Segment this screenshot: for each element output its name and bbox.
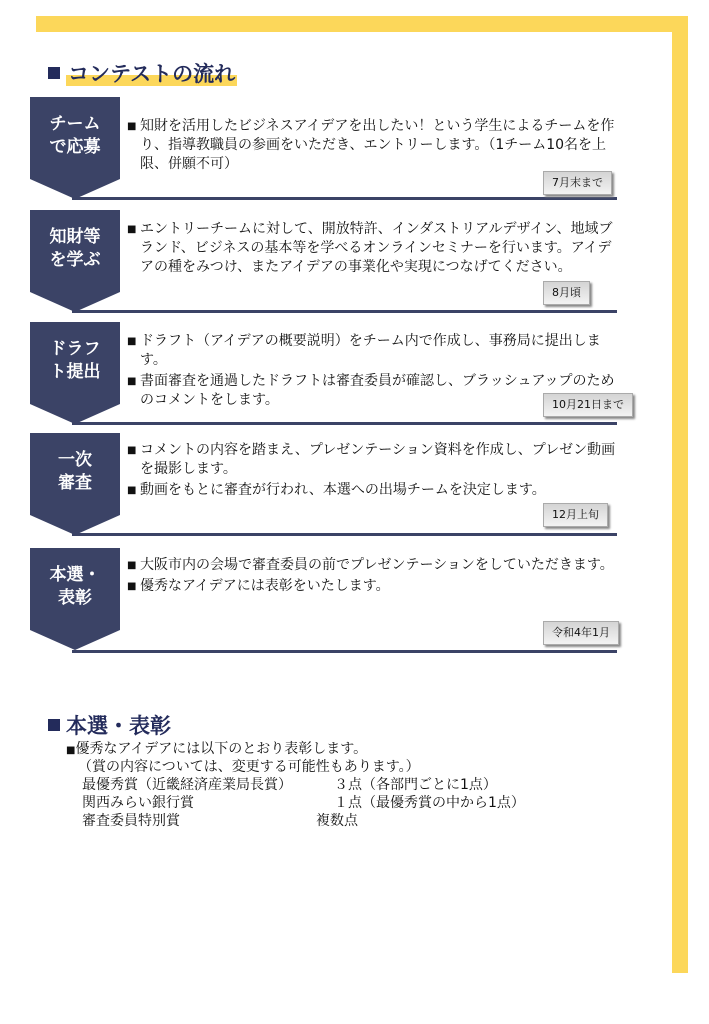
step-underline	[72, 422, 617, 425]
step-chevron	[30, 433, 120, 535]
award-row: 審査委員特別賞 複数点	[82, 813, 358, 829]
award-list	[66, 740, 525, 830]
step-final	[30, 548, 640, 656]
list-item: ■ エントリーチームに対して、開放特許、インダストリアルデザイン、地域ブランド、ビジネスの基本等を学べるオンラインセミナーを行います。アイデアの種をみつけ、またアイデアの事業化や実現につなげてください。	[127, 221, 613, 275]
step-label: 一次 審査	[58, 450, 92, 493]
step-underline	[72, 197, 617, 200]
award-intro: ■優秀なアイデアには以下のとおり表彰します。	[66, 741, 368, 757]
step-chevron	[30, 548, 120, 650]
step-label: 本選・ 表彰	[49, 565, 101, 608]
step-body	[127, 220, 617, 279]
step-first-review	[30, 433, 640, 538]
step-chevron	[30, 322, 120, 424]
list-item: ■ コメントの内容を踏まえ、プレゼンテーション資料を作成し、プレゼン動画を撮影します。	[127, 442, 616, 477]
deadline-badge: 7月末まで	[543, 171, 612, 195]
square-bullet-icon: ■	[127, 485, 137, 496]
step-label: チーム で応募	[49, 114, 101, 157]
award-section-heading	[48, 710, 171, 740]
list-item: ■ 優秀なアイデアには表彰をいたします。	[127, 578, 390, 594]
deadline-badge: 8月頃	[543, 281, 590, 305]
step-label: ドラフ ト提出	[49, 339, 101, 382]
square-bullet-icon: ■	[127, 336, 137, 347]
step-learn	[30, 210, 640, 315]
list-item: ■ 書面審査を通過したドラフトは審査委員が確認し、ブラッシュアップのためのコメントをします。	[127, 373, 615, 408]
award-row: 関西みらい銀行賞 １点（最優秀賞の中から1点）	[82, 795, 525, 811]
square-bullet-icon	[48, 67, 60, 79]
square-bullet-icon	[48, 719, 60, 731]
flow-section-title: コンテストの流れ	[68, 62, 236, 86]
square-bullet-icon: ■	[127, 376, 137, 387]
list-item: ■ 動画をもとに審査が行われ、本選への出場チームを決定します。	[127, 482, 546, 498]
step-entry	[30, 97, 640, 202]
list-item: ■ ドラフト（アイデアの概要説明）をチーム内で作成し、事務局に提出します。	[127, 333, 601, 368]
step-chevron	[30, 210, 120, 312]
square-bullet-icon: ■	[127, 560, 137, 571]
square-bullet-icon: ■	[127, 224, 137, 235]
step-label: 知財等 を学ぶ	[49, 227, 101, 270]
award-section-title: 本選・表彰	[66, 714, 171, 738]
step-chevron	[30, 97, 120, 199]
frame-right-bar	[672, 16, 688, 973]
step-body	[127, 117, 617, 176]
list-item: ■ 知財を活用したビジネスアイデアを出したい！という学生によるチームを作り、指導教職員の参画をいただき、エントリーします。（1チーム10名を上限、併願不可）	[127, 118, 615, 172]
step-draft	[30, 322, 640, 427]
step-underline	[72, 310, 617, 313]
step-underline	[72, 533, 617, 536]
step-body	[127, 556, 617, 598]
deadline-badge: 12月上旬	[543, 503, 608, 527]
deadline-badge: 10月21日まで	[543, 393, 633, 417]
award-note: （賞の内容については、変更する可能性もあります。）	[78, 759, 420, 775]
award-row: 最優秀賞（近畿経済産業局長賞） ３点（各部門ごとに1点）	[82, 777, 497, 793]
step-underline	[72, 650, 617, 653]
square-bullet-icon: ■	[127, 581, 137, 592]
step-body	[127, 441, 617, 502]
square-bullet-icon: ■	[66, 745, 76, 756]
list-item: ■ 大阪市内の会場で審査委員の前でプレゼンテーションをしていただきます。	[127, 557, 614, 573]
square-bullet-icon: ■	[127, 121, 137, 132]
frame-top-bar	[36, 16, 688, 32]
deadline-badge: 令和4年1月	[543, 621, 619, 645]
square-bullet-icon: ■	[127, 445, 137, 456]
flow-section-heading	[48, 58, 237, 88]
